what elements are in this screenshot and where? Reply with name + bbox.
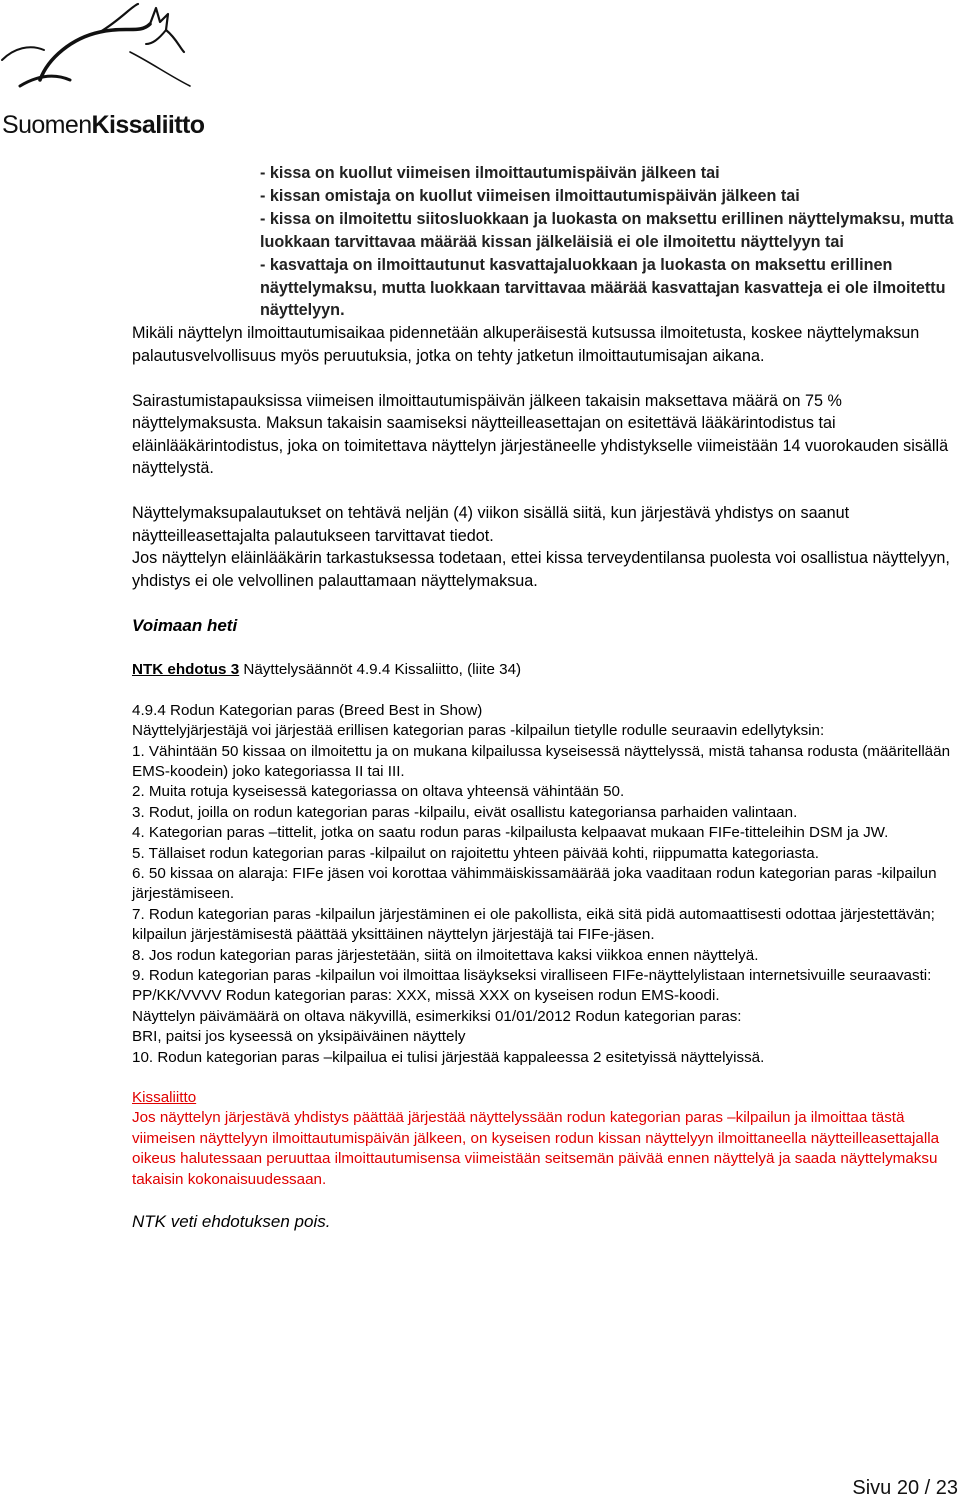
- ntk-proposal-rest: Näyttelysäännöt 4.9.4 Kissaliitto, (liite 34): [239, 661, 522, 679]
- page-number: Sivu 20 / 23: [852, 1477, 958, 1499]
- paragraph-refund-1: Näyttelymaksupalautukset on tehtävä neljän (4) viikon sisällä siitä, kun järjestävä yhdistys on saanut näytteilleasettajalta palautukseen tarvittavat tiedot.: [132, 503, 850, 545]
- condition-item: - kissa on kuollut viimeisen ilmoittautumispäivän jälkeen tai: [260, 164, 720, 182]
- section-line: 2. Muita rotuja kyseisessä kategoriassa on oltava yhteensä vähintään 50.: [132, 783, 625, 801]
- section-line: BRI, paitsi jos kyseessä on yksipäiväinen näyttely: [132, 1028, 466, 1046]
- section-line: 7. Rodun kategorian paras -kilpailun järjestäminen ei ole pakollista, eikä sitä pidä automaattisesti odottaa järjestettävän; kilpailun järjestämisestä päättää yksittäinen näyttelyn järjestäjä tai FIFe-jäsen.: [132, 905, 935, 944]
- section-line: 6. 50 kissaa on alaraja: FIFe jäsen voi korottaa vähimmäiskissamäärää joka vaaditaan rodun kategorian paras -kilpailun järjestämiseen.: [132, 864, 937, 903]
- condition-list: [260, 162, 954, 322]
- ntk-proposal-title: [132, 660, 954, 680]
- section-line: Näyttelyjärjestäjä voi järjestää erillisen kategorian paras -kilpailun tietylle rodulle seuraavin edellytyksin:: [132, 722, 825, 740]
- section-line: 5. Tällaiset rodun kategorian paras -kilpailut on rajoitettu yhteen päivää kohti, riippumatta kategoriasta.: [132, 844, 819, 862]
- paragraph-refund-2: Jos näyttelyn eläinlääkärin tarkastuksessa todetaan, ettei kissa terveydentilansa puolesta voi osallistua näyttelyyn, yhdistys ei ole velvollinen palauttamaan näyttelymaksua.: [132, 549, 950, 590]
- document-body: [132, 162, 954, 1234]
- cat-logo-icon: [0, 0, 215, 112]
- section-line: 8. Jos rodun kategorian paras järjestetään, siitä on ilmoitettava kaksi viikkoa ennen näyttelyä.: [132, 946, 759, 964]
- logo-text-regular: Suomen: [2, 111, 92, 139]
- paragraph-illness-2: eläinlääkärintodistus, joka on toimitettava näyttelyn järjestäneelle yhdistykselle viimeistään 14 vuorokauden sisällä näyttelystä.: [132, 436, 949, 478]
- section-line: 9. Rodun kategorian paras -kilpailun voi ilmoittaa lisäykseksi viralliseen FIFe-näyttelylistaan internetsivuille seuraavasti: PP/KK/VVVV Rodun kategorian paras: XXX, missä XXX on kyseisen rodun EMS-koodi.: [132, 966, 932, 1005]
- ntk-withdrawn-note: NTK veti ehdotuksen pois.: [132, 1212, 331, 1232]
- kissaliitto-note: [132, 1088, 954, 1190]
- kissaliitto-title: Kissaliitto: [132, 1089, 197, 1106]
- paragraph-illness-1: Sairastumistapauksissa viimeisen ilmoittautumispäivän jälkeen takaisin maksettava määrä on 75 % näyttelymaksusta. Maksun takaisin saamiseksi näytteilleasettajan on esitettävä lääkärintodistus tai: [132, 391, 842, 433]
- section-line: 1. Vähintään 50 kissaa on ilmoitettu ja on mukana kilpailussa kyseisessä näyttelyssä, mistä tahansa rodusta (määritellään EMS-koodein) joko kategoriassa II tai III.: [132, 742, 951, 780]
- kissaliitto-text: Jos näyttelyn järjestävä yhdistys päättää järjestää näyttelyssään rodun kategorian paras –kilpailun ja ilmoittaa tästä viimeisen näyttelyyn ilmoittautumispäivän jälkeen, on kyseisen rodun kissan näyttelyyn ilmoittaneella näytteilleasettajalla oikeus halutessaan peruuttaa ilmoittautumisensa viimeistään seitsemän päivää ennen näyttelyä ja saada näyttelymaksu takaisin kokonaisuudessaan.: [132, 1109, 940, 1188]
- section-line: 10. Rodun kategorian paras –kilpailua ei tulisi järjestää kappaleessa 2 esitetyissä näyttelyissä.: [132, 1048, 765, 1066]
- section-line: Näyttelyn päivämäärä on oltava näkyvillä, esimerkiksi 01/01/2012 Rodun kategorian paras:: [132, 1007, 742, 1025]
- section-line: 4. Kategorian paras –tittelit, jotka on saatu rodun paras -kilpailusta kelpaavat mukaan FIFe-titteleihin DSM ja JW.: [132, 824, 889, 842]
- voimaan-heading: Voimaan heti: [132, 616, 238, 636]
- logo: [0, 0, 215, 140]
- condition-item: - kasvattaja on ilmoittautunut kasvattajaluokkaan ja luokasta on maksettu erillinen näyttelymaksu, mutta luokkaan tarvittavaa määrää kasvattajan kasvatteja ei ole ilmoitettu näyttelyyn.: [260, 255, 946, 320]
- section-line: 3. Rodut, joilla on rodun kategorian paras -kilpailu, eivät osallistu kategoriansa parhaiden valintaan.: [132, 803, 798, 821]
- condition-item: - kissan omistaja on kuollut viimeisen ilmoittautumispäivän jälkeen tai: [260, 186, 800, 205]
- paragraph-extension: Mikäli näyttelyn ilmoittautumisaikaa pidennetään alkuperäisestä kutsussa ilmoitetusta, koskee näyttelymaksun palautusvelvollisuus myös peruutuksia, jotka on tehty jatketun ilmoittautumisajan aikana.: [132, 324, 920, 365]
- ntk-proposal-link: NTK ehdotus 3: [132, 661, 240, 679]
- section-title: 4.9.4 Rodun Kategorian paras (Breed Best in Show): [132, 701, 483, 719]
- logo-text: [2, 110, 204, 140]
- logo-text-bold: Kissaliitto: [91, 111, 205, 139]
- condition-item: - kissa on ilmoitettu siitosluokkaan ja luokasta on maksettu erillinen näyttelymaksu, mutta luokkaan tarvittavaa määrää kissan jälkeläisiä ei ole ilmoitettu näyttelyyn tai: [260, 209, 954, 251]
